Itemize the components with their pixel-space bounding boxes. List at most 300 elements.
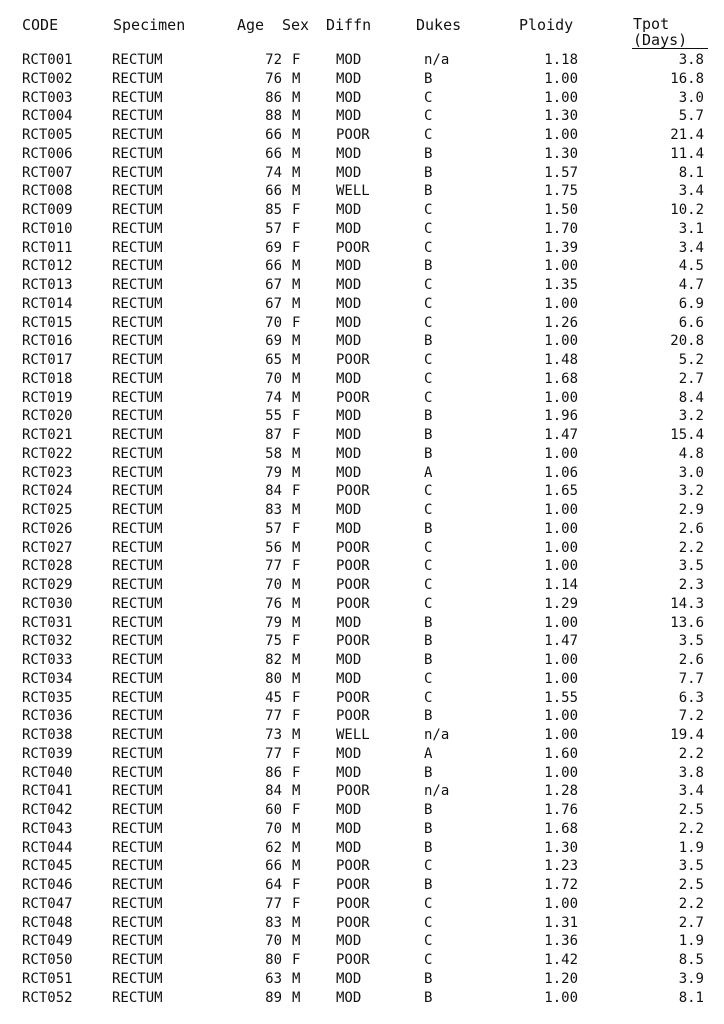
cell-tpot: 6.6 [678, 314, 704, 331]
cell-specimen: RECTUM [112, 633, 163, 650]
cell-age: 66 [265, 858, 282, 875]
cell-sex: F [292, 895, 301, 912]
cell-dukes: B [424, 183, 433, 200]
cell-code: RCT041 [22, 783, 73, 800]
header-tpot-line1: Tpot [633, 15, 670, 33]
cell-tpot: 3.0 [678, 464, 704, 481]
cell-age: 60 [265, 802, 282, 818]
cell-tpot: 2.6 [678, 520, 704, 537]
cell-specimen: RECTUM [112, 70, 163, 87]
table-row [0, 876, 724, 895]
cell-diffn: POOR [336, 783, 370, 800]
cell-code: RCT008 [22, 183, 73, 200]
cell-specimen: RECTUM [112, 164, 163, 181]
table-row [0, 482, 724, 501]
cell-dukes: B [424, 333, 433, 350]
cell-ploidy: 1.00 [544, 614, 578, 631]
cell-tpot: 3.2 [678, 483, 704, 500]
table-row [0, 445, 724, 464]
table-row [0, 670, 724, 689]
cell-diffn: MOD [336, 802, 362, 818]
cell-code: RCT036 [22, 708, 73, 725]
cell-diffn: MOD [336, 764, 362, 781]
cell-age: 70 [265, 577, 282, 593]
table-row [0, 351, 724, 370]
cell-dukes: C [424, 352, 433, 368]
cell-ploidy: 1.30 [544, 145, 578, 162]
cell-age: 45 [265, 689, 282, 706]
cell-code: RCT034 [22, 670, 73, 687]
cell-age: 85 [265, 202, 282, 218]
cell-sex: M [292, 127, 301, 143]
cell-diffn: POOR [336, 539, 370, 556]
cell-dukes: n/a [424, 783, 450, 800]
table-body [0, 51, 724, 1007]
cell-code: RCT015 [22, 314, 73, 331]
header-age: Age [237, 16, 265, 34]
cell-diffn: POOR [336, 952, 370, 968]
cell-sex: F [292, 802, 301, 818]
cell-sex: M [292, 70, 301, 87]
cell-code: RCT017 [22, 352, 73, 368]
cell-age: 70 [265, 933, 282, 950]
cell-sex: M [292, 352, 301, 368]
cell-sex: M [292, 145, 301, 162]
cell-tpot: 3.1 [678, 220, 704, 237]
cell-age: 79 [265, 464, 282, 481]
cell-sex: F [292, 633, 301, 650]
table-row [0, 201, 724, 220]
cell-code: RCT009 [22, 202, 73, 218]
cell-sex: M [292, 277, 301, 293]
cell-ploidy: 1.00 [544, 539, 578, 556]
cell-sex: M [292, 464, 301, 481]
cell-dukes: A [424, 464, 433, 481]
cell-diffn: MOD [336, 295, 362, 312]
cell-age: 56 [265, 539, 282, 556]
cell-sex: F [292, 520, 301, 537]
cell-ploidy: 1.31 [544, 914, 578, 931]
cell-age: 70 [265, 820, 282, 837]
cell-sex: M [292, 164, 301, 181]
cell-tpot: 19.4 [670, 727, 704, 743]
cell-sex: M [292, 858, 301, 875]
table-row [0, 932, 724, 951]
table-row [0, 295, 724, 314]
cell-code: RCT023 [22, 464, 73, 481]
cell-tpot: 20.8 [670, 333, 704, 350]
cell-ploidy: 1.00 [544, 727, 578, 743]
cell-specimen: RECTUM [112, 408, 163, 425]
cell-diffn: MOD [336, 277, 362, 293]
table-row [0, 782, 724, 801]
cell-specimen: RECTUM [112, 52, 163, 68]
cell-tpot: 4.5 [678, 258, 704, 275]
cell-code: RCT052 [22, 989, 73, 1006]
cell-tpot: 2.3 [678, 577, 704, 593]
cell-ploidy: 1.06 [544, 464, 578, 481]
cell-tpot: 13.6 [670, 614, 704, 631]
cell-specimen: RECTUM [112, 258, 163, 275]
cell-dukes: B [424, 70, 433, 87]
cell-diffn: MOD [336, 614, 362, 631]
cell-sex: M [292, 839, 301, 856]
cell-specimen: RECTUM [112, 295, 163, 312]
cell-dukes: B [424, 408, 433, 425]
table-row [0, 164, 724, 183]
cell-ploidy: 1.00 [544, 445, 578, 462]
table-row [0, 689, 724, 708]
cell-specimen: RECTUM [112, 239, 163, 256]
cell-diffn: POOR [336, 914, 370, 931]
cell-ploidy: 1.00 [544, 295, 578, 312]
cell-age: 86 [265, 89, 282, 106]
header-dukes: Dukes [416, 16, 462, 34]
cell-dukes: B [424, 445, 433, 462]
cell-sex: F [292, 558, 301, 575]
cell-specimen: RECTUM [112, 502, 163, 518]
cell-tpot: 3.4 [678, 183, 704, 200]
cell-ploidy: 1.00 [544, 333, 578, 350]
cell-dukes: B [424, 820, 433, 837]
cell-age: 75 [265, 633, 282, 650]
cell-dukes: C [424, 952, 433, 968]
cell-age: 88 [265, 108, 282, 125]
cell-dukes: C [424, 595, 433, 612]
cell-dukes: C [424, 127, 433, 143]
cell-specimen: RECTUM [112, 820, 163, 837]
cell-sex: M [292, 933, 301, 950]
table-row [0, 257, 724, 276]
cell-dukes: B [424, 258, 433, 275]
cell-ploidy: 1.00 [544, 652, 578, 668]
cell-code: RCT006 [22, 145, 73, 162]
table-row [0, 332, 724, 351]
cell-tpot: 1.9 [678, 933, 704, 950]
cell-tpot: 16.8 [670, 70, 704, 87]
cell-tpot: 2.7 [678, 914, 704, 931]
cell-sex: F [292, 220, 301, 237]
cell-dukes: B [424, 970, 433, 987]
cell-age: 57 [265, 220, 282, 237]
cell-tpot: 1.9 [678, 839, 704, 856]
cell-sex: M [292, 783, 301, 800]
table-row [0, 764, 724, 783]
cell-age: 72 [265, 52, 282, 68]
cell-ploidy: 1.47 [544, 633, 578, 650]
cell-dukes: C [424, 502, 433, 518]
cell-code: RCT029 [22, 577, 73, 593]
cell-sex: F [292, 52, 301, 68]
cell-diffn: MOD [336, 70, 362, 87]
cell-age: 67 [265, 277, 282, 293]
cell-age: 80 [265, 670, 282, 687]
cell-ploidy: 1.30 [544, 839, 578, 856]
cell-age: 66 [265, 258, 282, 275]
cell-specimen: RECTUM [112, 108, 163, 125]
cell-diffn: MOD [336, 314, 362, 331]
cell-code: RCT027 [22, 539, 73, 556]
cell-ploidy: 1.35 [544, 277, 578, 293]
cell-dukes: n/a [424, 52, 450, 68]
cell-code: RCT049 [22, 933, 73, 950]
cell-specimen: RECTUM [112, 783, 163, 800]
cell-specimen: RECTUM [112, 858, 163, 875]
cell-code: RCT031 [22, 614, 73, 631]
cell-ploidy: 1.00 [544, 558, 578, 575]
cell-diffn: MOD [336, 258, 362, 275]
table-row [0, 314, 724, 333]
cell-dukes: C [424, 558, 433, 575]
cell-age: 84 [265, 483, 282, 500]
cell-specimen: RECTUM [112, 895, 163, 912]
cell-age: 89 [265, 989, 282, 1006]
cell-tpot: 14.3 [670, 595, 704, 612]
cell-diffn: MOD [336, 370, 362, 387]
cell-age: 76 [265, 70, 282, 87]
header-tpot [633, 16, 687, 48]
table-row [0, 651, 724, 670]
cell-diffn: POOR [336, 877, 370, 893]
cell-specimen: RECTUM [112, 427, 163, 443]
cell-code: RCT047 [22, 895, 73, 912]
cell-code: RCT010 [22, 220, 73, 237]
table-row [0, 839, 724, 858]
cell-age: 70 [265, 314, 282, 331]
cell-ploidy: 1.00 [544, 764, 578, 781]
cell-dukes: B [424, 633, 433, 650]
cell-diffn: POOR [336, 352, 370, 368]
cell-diffn: MOD [336, 202, 362, 218]
cell-specimen: RECTUM [112, 914, 163, 931]
cell-ploidy: 1.70 [544, 220, 578, 237]
cell-sex: M [292, 595, 301, 612]
cell-tpot: 3.0 [678, 89, 704, 106]
cell-diffn: MOD [336, 820, 362, 837]
cell-ploidy: 1.23 [544, 858, 578, 875]
cell-specimen: RECTUM [112, 483, 163, 500]
cell-ploidy: 1.75 [544, 183, 578, 200]
cell-tpot: 8.5 [678, 952, 704, 968]
cell-code: RCT021 [22, 427, 73, 443]
cell-ploidy: 1.00 [544, 89, 578, 106]
cell-ploidy: 1.65 [544, 483, 578, 500]
table-row [0, 595, 724, 614]
cell-age: 55 [265, 408, 282, 425]
cell-age: 58 [265, 445, 282, 462]
cell-tpot: 6.3 [678, 689, 704, 706]
cell-ploidy: 1.47 [544, 427, 578, 443]
cell-age: 84 [265, 783, 282, 800]
cell-diffn: MOD [336, 333, 362, 350]
cell-dukes: C [424, 914, 433, 931]
cell-specimen: RECTUM [112, 577, 163, 593]
cell-tpot: 3.5 [678, 633, 704, 650]
table-row [0, 914, 724, 933]
cell-specimen: RECTUM [112, 558, 163, 575]
cell-code: RCT013 [22, 277, 73, 293]
cell-code: RCT032 [22, 633, 73, 650]
cell-code: RCT051 [22, 970, 73, 987]
cell-code: RCT025 [22, 502, 73, 518]
table-row [0, 51, 724, 70]
table-row [0, 70, 724, 89]
cell-tpot: 7.2 [678, 708, 704, 725]
cell-diffn: MOD [336, 839, 362, 856]
cell-specimen: RECTUM [112, 370, 163, 387]
cell-age: 83 [265, 914, 282, 931]
table-row [0, 220, 724, 239]
cell-diffn: POOR [336, 127, 370, 143]
cell-code: RCT033 [22, 652, 73, 668]
cell-specimen: RECTUM [112, 595, 163, 612]
cell-sex: M [292, 258, 301, 275]
cell-dukes: C [424, 670, 433, 687]
cell-ploidy: 1.55 [544, 689, 578, 706]
cell-sex: F [292, 314, 301, 331]
cell-code: RCT005 [22, 127, 73, 143]
table-row [0, 89, 724, 108]
cell-age: 77 [265, 708, 282, 725]
cell-dukes: B [424, 652, 433, 668]
cell-diffn: MOD [336, 970, 362, 987]
cell-dukes: C [424, 689, 433, 706]
cell-dukes: B [424, 427, 433, 443]
cell-specimen: RECTUM [112, 277, 163, 293]
table-row [0, 632, 724, 651]
table-header [0, 10, 724, 50]
cell-diffn: MOD [336, 670, 362, 687]
cell-specimen: RECTUM [112, 952, 163, 968]
cell-diffn: MOD [336, 502, 362, 518]
cell-tpot: 2.5 [678, 802, 704, 818]
cell-age: 74 [265, 389, 282, 406]
cell-code: RCT043 [22, 820, 73, 837]
cell-specimen: RECTUM [112, 183, 163, 200]
cell-ploidy: 1.00 [544, 520, 578, 537]
cell-diffn: MOD [336, 108, 362, 125]
cell-tpot: 2.2 [678, 745, 704, 762]
cell-tpot: 2.7 [678, 370, 704, 387]
cell-age: 73 [265, 727, 282, 743]
header-diffn: Diffn [326, 16, 372, 34]
cell-dukes: C [424, 108, 433, 125]
cell-dukes: B [424, 839, 433, 856]
cell-code: RCT040 [22, 764, 73, 781]
cell-age: 66 [265, 127, 282, 143]
header-ploidy: Ploidy [519, 16, 574, 34]
cell-specimen: RECTUM [112, 333, 163, 350]
cell-code: RCT014 [22, 295, 73, 312]
cell-age: 86 [265, 764, 282, 781]
cell-sex: M [292, 727, 301, 743]
table-row [0, 576, 724, 595]
cell-specimen: RECTUM [112, 314, 163, 331]
cell-code: RCT038 [22, 727, 73, 743]
cell-code: RCT042 [22, 802, 73, 818]
cell-ploidy: 1.00 [544, 708, 578, 725]
cell-diffn: MOD [336, 989, 362, 1006]
cell-tpot: 3.4 [678, 239, 704, 256]
cell-dukes: B [424, 145, 433, 162]
cell-age: 77 [265, 745, 282, 762]
cell-dukes: C [424, 314, 433, 331]
cell-specimen: RECTUM [112, 145, 163, 162]
cell-ploidy: 1.72 [544, 877, 578, 893]
cell-dukes: B [424, 989, 433, 1006]
cell-tpot: 2.2 [678, 895, 704, 912]
cell-tpot: 3.8 [678, 764, 704, 781]
cell-specimen: RECTUM [112, 727, 163, 743]
cell-sex: M [292, 914, 301, 931]
cell-sex: M [292, 970, 301, 987]
table-row [0, 370, 724, 389]
cell-code: RCT001 [22, 52, 73, 68]
table-row [0, 970, 724, 989]
cell-dukes: C [424, 239, 433, 256]
cell-sex: M [292, 614, 301, 631]
cell-diffn: POOR [336, 708, 370, 725]
cell-dukes: C [424, 277, 433, 293]
cell-sex: F [292, 483, 301, 500]
table-row [0, 857, 724, 876]
cell-age: 62 [265, 839, 282, 856]
table-row [0, 520, 724, 539]
cell-age: 77 [265, 558, 282, 575]
cell-tpot: 10.2 [670, 202, 704, 218]
header-tpot-line2: (Days) [633, 31, 688, 49]
cell-ploidy: 1.14 [544, 577, 578, 593]
cell-diffn: POOR [336, 558, 370, 575]
cell-sex: F [292, 745, 301, 762]
cell-code: RCT011 [22, 239, 73, 256]
cell-diffn: POOR [336, 577, 370, 593]
cell-dukes: C [424, 577, 433, 593]
table-row [0, 951, 724, 970]
cell-ploidy: 1.00 [544, 389, 578, 406]
cell-specimen: RECTUM [112, 202, 163, 218]
cell-dukes: B [424, 520, 433, 537]
cell-diffn: MOD [336, 408, 362, 425]
cell-tpot: 3.5 [678, 558, 704, 575]
table-row [0, 276, 724, 295]
cell-specimen: RECTUM [112, 689, 163, 706]
cell-dukes: C [424, 370, 433, 387]
cell-sex: M [292, 445, 301, 462]
cell-tpot: 11.4 [670, 145, 704, 162]
cell-dukes: C [424, 933, 433, 950]
table-row [0, 464, 724, 483]
table-row [0, 820, 724, 839]
cell-ploidy: 1.20 [544, 970, 578, 987]
cell-age: 74 [265, 164, 282, 181]
cell-code: RCT028 [22, 558, 73, 575]
cell-age: 66 [265, 183, 282, 200]
cell-diffn: POOR [336, 858, 370, 875]
cell-age: 80 [265, 952, 282, 968]
cell-sex: M [292, 539, 301, 556]
table-row [0, 182, 724, 201]
cell-age: 63 [265, 970, 282, 987]
cell-diffn: MOD [336, 652, 362, 668]
cell-diffn: MOD [336, 145, 362, 162]
cell-ploidy: 1.00 [544, 502, 578, 518]
cell-specimen: RECTUM [112, 389, 163, 406]
cell-specimen: RECTUM [112, 652, 163, 668]
cell-sex: M [292, 89, 301, 106]
cell-tpot: 21.4 [670, 127, 704, 143]
cell-dukes: C [424, 220, 433, 237]
